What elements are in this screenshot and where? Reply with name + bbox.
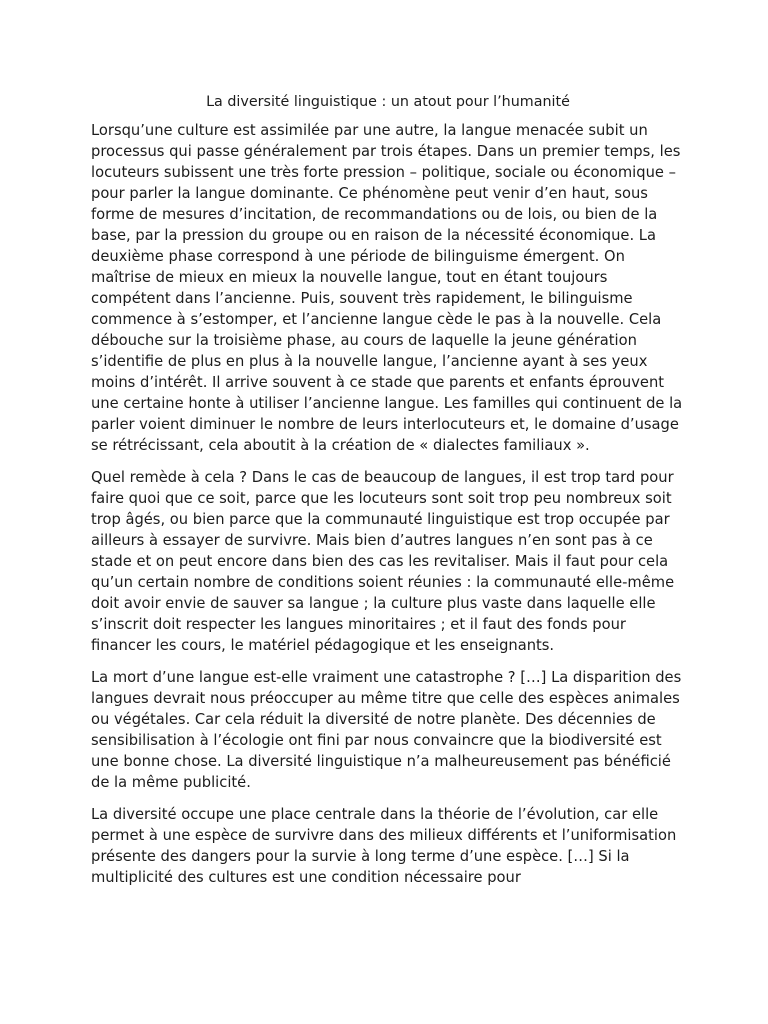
document-body — [91, 92, 685, 899]
paragraph-diversity-evolution: La diversité occupe une place centrale dans la théorie de l’évolution, car elle permet à une espèce de survivre dans des milieux différents et l’uniformisation présente des dangers pour la survie à long terme d’une espèce. […] Si la multiplicité des cultures est une condition nécessaire pour — [91, 806, 677, 886]
paragraph-language-death: La mort d’une langue est-elle vraiment une catastrophe ? […] La disparition des langues devrait nous préoccuper au même titre que celle des espèces animales ou végétales. Car cela réduit la diversité de notre planète. Des décennies de sensibilisation à l’écologie ont fini par nous convaincre que la biodiversité est une bonne chose. La diversité linguistique n’a malheureusement pas bénéficié de la même publicité. — [91, 669, 682, 791]
paragraph-remedy: Quel remède à cela ? Dans le cas de beaucoup de langues, il est trop tard pour faire quoi que ce soit, parce que les locuteurs sont soit trop peu nombreux soit trop âgés, ou bien parce que la communauté linguistique est trop occupée par ailleurs à essayer de survivre. Mais bien d’autres langues n’en sont pas à ce stade et on peut encore dans bien des cas les revitaliser. Mais il faut pour cela qu’un certain nombre de conditions soient réunies : la communauté elle-même doit avoir envie de sauver sa langue ; la culture plus vaste dans laquelle elle s’inscrit doit respecter les langues minoritaires ; et il faut des fonds pour financer les cours, le matériel pédagogique et les enseignants. — [91, 469, 675, 654]
paragraph-assimilation: Lorsqu’une culture est assimilée par une autre, la langue menacée subit un processus qui passe généralement par trois étapes. Dans un premier temps, les locuteurs subissent une très forte pression – politique, sociale ou économique – pour parler la langue dominante. Ce phénomène peut venir d’en haut, sous forme de mesures d’incitation, de recommandations ou de lois, ou bien de la base, par la pression du groupe ou en raison de la nécessité économique. La deuxième phase correspond à une période de bilinguisme émergent. On maîtrise de mieux en mieux la nouvelle langue, tout en étant toujours compétent dans l’ancienne. Puis, souvent très rapidement, le bilinguisme commence à s’estomper, et l’ancienne langue cède le pas à la nouvelle. Cela débouche sur la troisième phase, au cours de laquelle la jeune génération s’identifie de plus en plus à la nouvelle langue, l’ancienne ayant à ses yeux moins d’intérêt. Il arrive souvent à ce stade que parents et enfants éprouvent une certaine honte à utiliser l’ancienne langue. Les familles qui continuent de la parler voient diminuer le nombre de leurs interlocuteurs et, le domaine d’usage se rétrécissant, cela aboutit à la création de « dialectes familiaux ». — [91, 122, 683, 454]
document-title: La diversité linguistique : un atout pour l’humanité — [206, 94, 570, 110]
